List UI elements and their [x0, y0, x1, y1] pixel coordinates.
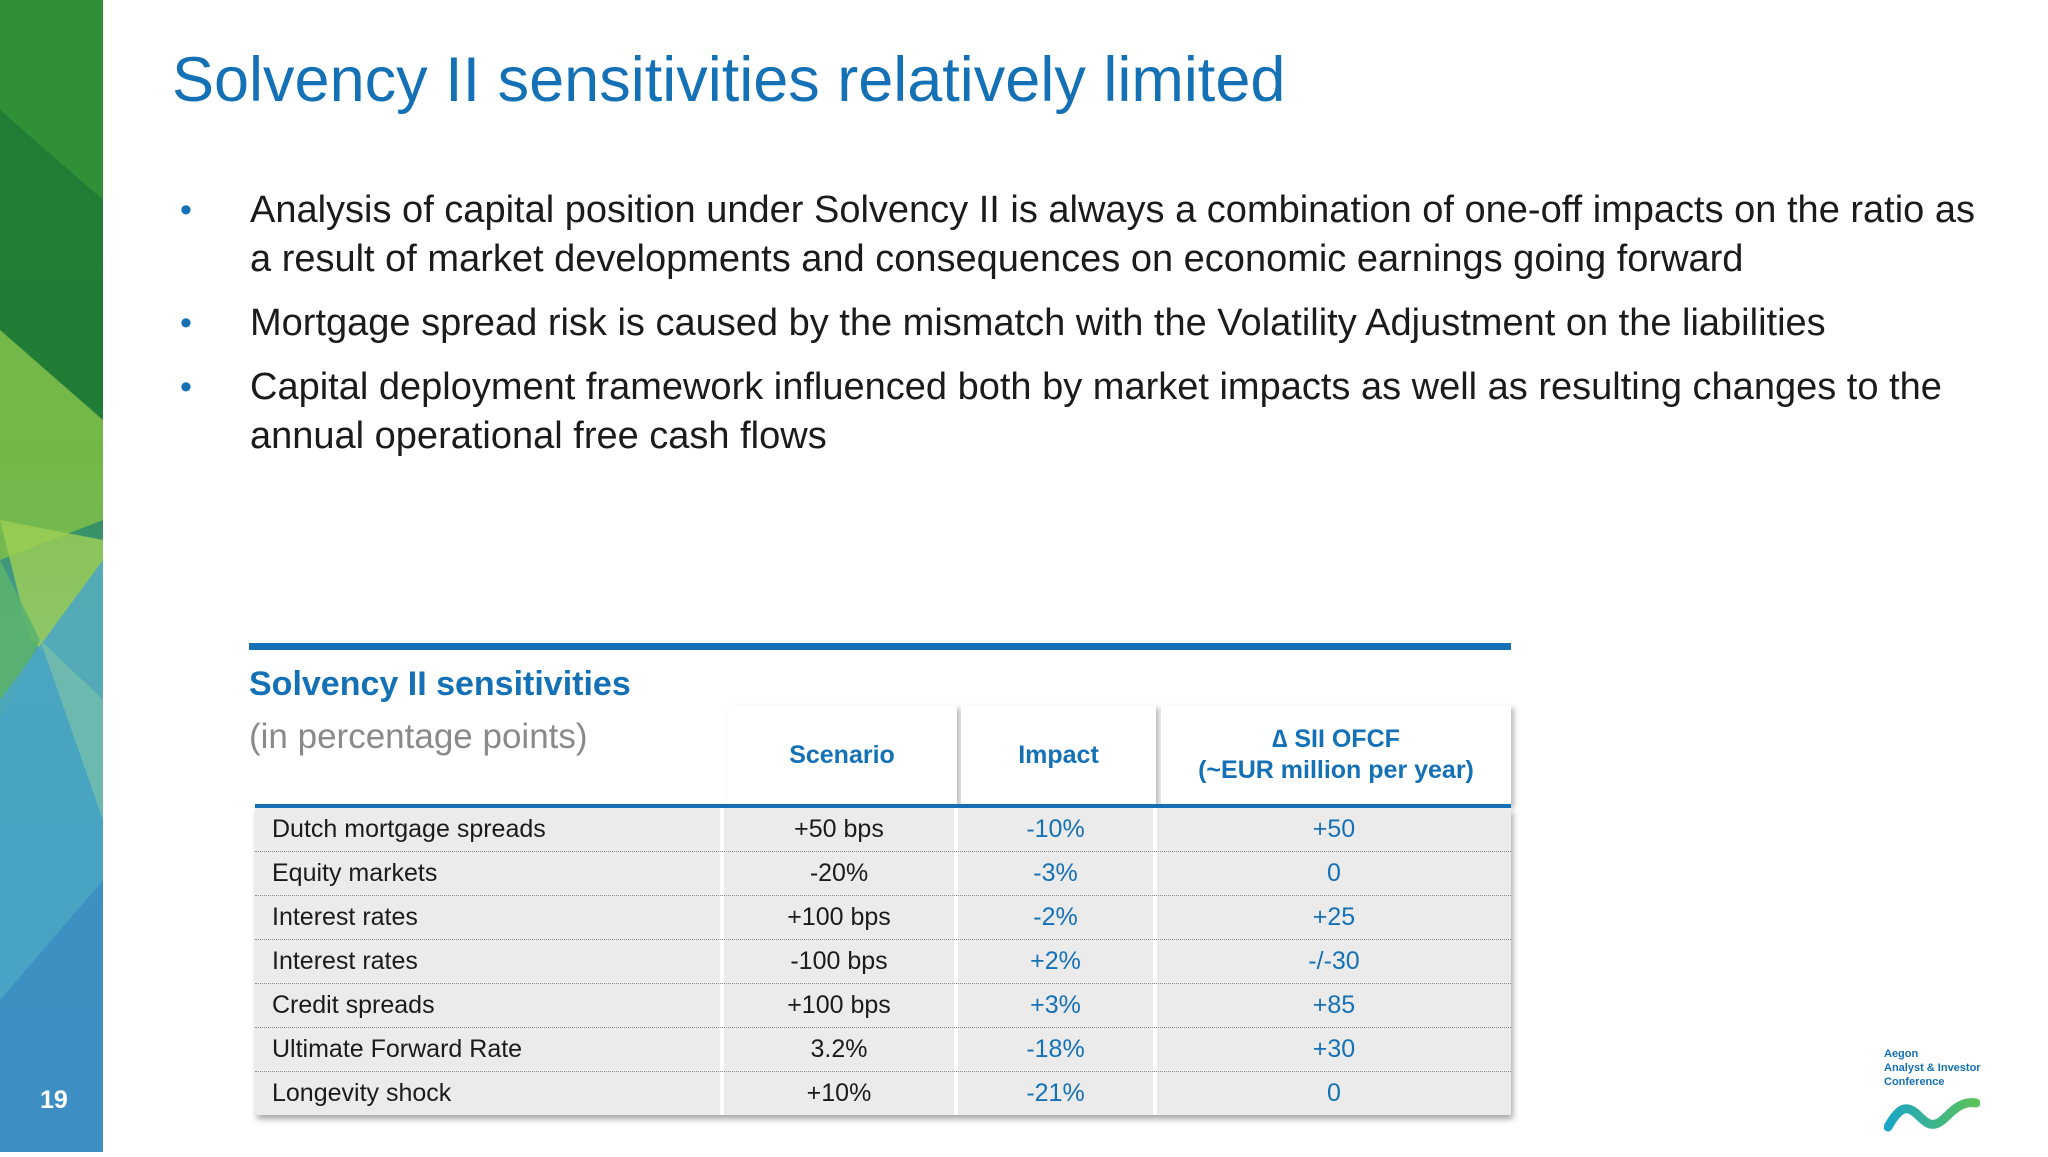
column-header-ofcf: [1161, 705, 1511, 805]
bullet-text: Analysis of capital position under Solvency II is always a combination of one-off impacts on the ratio as a result of market developments and consequences on economic earnings going forward: [250, 189, 1975, 280]
scenario-value: +100 bps: [724, 984, 958, 1027]
bullet-item: [180, 299, 1980, 348]
logo-text: [1884, 1047, 1981, 1089]
ofcf-value: +30: [1312, 1035, 1356, 1063]
bullet-text: Mortgage spread risk is caused by the mismatch with the Volatility Adjustment on the liabilities: [250, 302, 1826, 344]
table-row: [255, 1072, 1511, 1115]
row-label: Interest rates: [255, 896, 724, 939]
scenario-value: +50 bps: [724, 808, 958, 851]
bullet-dot: •: [180, 368, 192, 406]
impact-value: +2%: [958, 940, 1157, 983]
column-header-impact: Impact: [961, 705, 1156, 805]
row-label: Credit spreads: [255, 984, 724, 1027]
table-row: [255, 940, 1511, 984]
ofcf-value: 0: [1327, 1079, 1341, 1107]
table-top-rule: [249, 643, 1511, 650]
bullet-dot: •: [180, 191, 192, 229]
logo-line: Conference: [1884, 1076, 1945, 1088]
sidebar-pattern-graphic: [0, 0, 103, 1152]
table-row: [255, 896, 1511, 940]
column-header-ofcf-line2: (~EUR million per year): [1198, 756, 1474, 784]
ofcf-value: -/-30: [1308, 947, 1360, 975]
scenario-value: -20%: [724, 852, 958, 895]
table-row: [255, 1028, 1511, 1072]
table-subtitle: (in percentage points): [249, 717, 588, 756]
bullet-text: Capital deployment framework influenced both by market impacts as well as resulting changes to the annual operational free cash flows: [250, 366, 1942, 457]
bullet-dot: •: [180, 304, 192, 342]
row-label: Longevity shock: [255, 1072, 724, 1115]
ofcf-value: +50: [1312, 815, 1356, 843]
row-label: Dutch mortgage spreads: [255, 808, 724, 851]
bullet-list: [180, 186, 1980, 476]
row-label: Equity markets: [255, 852, 724, 895]
ofcf-value: +85: [1312, 991, 1356, 1019]
impact-value: -2%: [958, 896, 1157, 939]
bullet-item: [180, 186, 1980, 284]
conference-logo: [1884, 1047, 1981, 1135]
impact-value: -3%: [958, 852, 1157, 895]
table-row: [255, 984, 1511, 1028]
scenario-value: +10%: [724, 1072, 958, 1115]
slide-number: 19: [40, 1086, 68, 1114]
impact-value: +3%: [958, 984, 1157, 1027]
row-label: Ultimate Forward Rate: [255, 1028, 724, 1071]
impact-value: -10%: [958, 808, 1157, 851]
scenario-value: 3.2%: [724, 1028, 958, 1071]
column-header-scenario: Scenario: [727, 705, 957, 805]
scenario-value: -100 bps: [724, 940, 958, 983]
row-label: Interest rates: [255, 940, 724, 983]
decorative-sidebar: [0, 0, 103, 1152]
scenario-value: +100 bps: [724, 896, 958, 939]
column-header-ofcf-line1: ∆ SII OFCF: [1272, 725, 1400, 753]
table-row: [255, 852, 1511, 896]
slide-title: Solvency II sensitivities relatively limited: [172, 45, 1286, 115]
sensitivities-table: [255, 808, 1511, 1115]
ofcf-value: +25: [1312, 903, 1356, 931]
bullet-item: [180, 363, 1980, 461]
logo-line: Aegon: [1884, 1048, 1919, 1060]
impact-value: -18%: [958, 1028, 1157, 1071]
logo-line: Analyst & Investor: [1884, 1062, 1981, 1074]
table-row: [255, 808, 1511, 852]
impact-value: -21%: [958, 1072, 1157, 1115]
aegon-wave-icon: [1884, 1095, 1980, 1135]
table-title: Solvency II sensitivities: [249, 665, 631, 703]
ofcf-value: 0: [1327, 859, 1341, 887]
